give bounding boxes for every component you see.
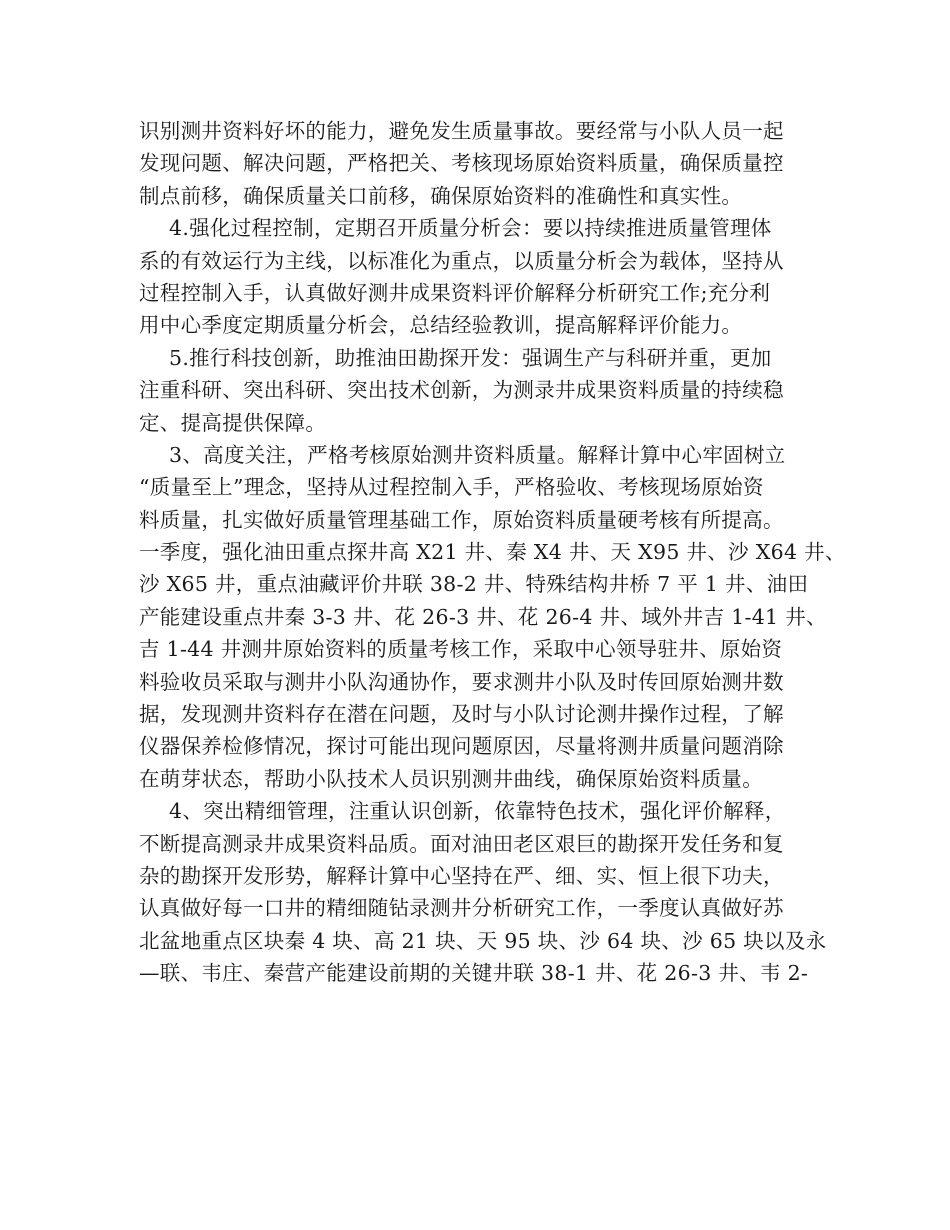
text-line: 产能建设重点井秦 3-3 井、花 26-3 井、花 26-4 井、域外井吉 1-41 井、 — [139, 604, 827, 629]
text-line: 制点前移，确保质量关口前移，确保原始资料的准确性和真实性。 — [139, 183, 743, 208]
paragraph-start-line: 4.强化过程控制，定期召开质量分析会：要以持续推进质量管理体 — [169, 216, 772, 241]
text-line: 一季度，强化油田重点探井高 X21 井、秦 X4 井、天 X95 井、沙 X64 井、 — [139, 540, 846, 565]
text-line: 在萌芽状态，帮助小队技术人员识别测井曲线，确保原始资料质量。 — [139, 766, 763, 791]
text-line: 料验收员采取与测井小队沟通协作，要求测井小队及时传回原始测井数 — [139, 669, 784, 694]
text-line: 沙 X65 井，重点油藏评价井联 38-2 井、特殊结构井桥 7 平 1 井、油田 — [139, 572, 809, 597]
text-line: 系的有效运行为主线，以标准化为重点，以质量分析会为载体，坚持从 — [139, 248, 784, 273]
text-line: 过程控制入手，认真做好测井成果资料评价解释分析研究工作;充分利 — [139, 280, 771, 305]
text-line: —联、韦庄、秦营产能建设前期的关键井联 38-1 井、花 26-3 井、韦 2- — [139, 961, 809, 986]
text-line: 吉 1-44 井测井原始资料的质量考核工作，采取中心领导驻井、原始资 — [139, 637, 783, 662]
paragraph-start-line: 3、高度关注，严格考核原始测井资料质量。解释计算中心牢固树立 — [169, 442, 786, 467]
text-line: 定、提高提供保障。 — [139, 410, 327, 435]
text-line: 认真做好每一口井的精细随钻录测井分析研究工作，一季度认真做好苏 — [139, 896, 784, 921]
text-line: 不断提高测录井成果资料品质。面对油田老区艰巨的勘探开发任务和复 — [139, 831, 784, 856]
text-line: 注重科研、突出科研、突出技术创新，为测录井成果资料质量的持续稳 — [139, 378, 784, 403]
text-line: 料质量，扎实做好质量管理基础工作，原始资料质量硬考核有所提高。 — [139, 507, 784, 532]
text-line: 识别测井资料好坏的能力，避免发生质量事故。要经常与小队人员一起 — [139, 119, 784, 143]
text-line: 仪器保养检修情况，探讨可能出现问题原因，尽量将测井质量问题消除 — [139, 734, 784, 759]
paragraph-start-line: 4、突出精细管理，注重认识创新，依靠特色技术，强化评价解释， — [169, 799, 786, 824]
text-line: 杂的勘探开发形势，解释计算中心坚持在严、细、实、恒上很下功夫， — [139, 863, 784, 888]
text-line: 用中心季度定期质量分析会，总结经验教训，提高解释评价能力。 — [139, 313, 743, 338]
text-line: 北盆地重点区块秦 4 块、高 21 块、天 95 块、沙 64 块、沙 65 块以及永 — [139, 928, 827, 953]
paragraph-start-line: 5.推行科技创新，助推油田勘探开发：强调生产与科研并重，更加 — [169, 345, 772, 370]
text-line: 发现问题、解决问题，严格把关、考核现场原始资料质量，确保质量控 — [139, 151, 784, 176]
text-line: “质量至上”理念，坚持从过程控制入手，严格验收、考核现场原始资 — [139, 475, 764, 500]
text-line: 据，发现测井资料存在潜在问题，及时与小队讨论测井操作过程，了解 — [139, 702, 784, 727]
body-text — [139, 115, 846, 990]
